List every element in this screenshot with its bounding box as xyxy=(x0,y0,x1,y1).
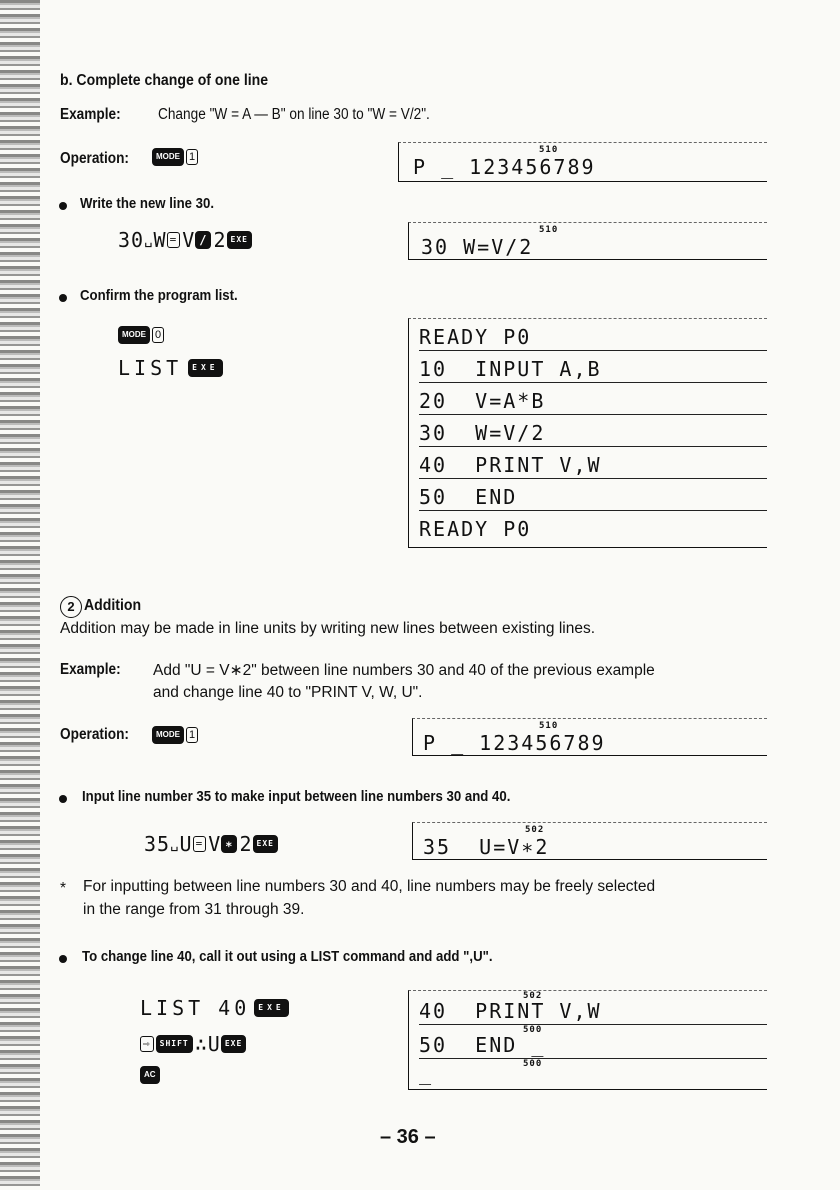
display-line: 40 PRINT V,W xyxy=(419,993,767,1025)
cursor-right-key[interactable]: ⇨ xyxy=(140,1036,154,1052)
zero-key[interactable]: 0 xyxy=(152,327,164,343)
key-u[interactable]: U xyxy=(207,1032,221,1056)
note-mark: * xyxy=(60,880,67,897)
step-count: 510 xyxy=(539,721,559,731)
bullet-icon xyxy=(59,795,67,803)
addition-intro: Addition may be made in line units by writing new lines between existing lines. xyxy=(60,620,596,637)
note-line-1: For inputting between line numbers 30 and 40, line numbers may be freely selected xyxy=(83,878,656,895)
space-key[interactable]: ␣ xyxy=(170,836,180,852)
ac-key[interactable]: AC xyxy=(140,1066,160,1084)
list-line: 50 END xyxy=(419,479,767,511)
equals-key[interactable]: = xyxy=(193,836,207,852)
key-2[interactable]: 2 xyxy=(239,832,253,856)
input-keys xyxy=(144,832,280,856)
mode-key[interactable]: MODE xyxy=(152,148,184,166)
list-command[interactable]: LIST xyxy=(118,356,183,380)
lcd-display-write xyxy=(408,222,767,260)
operation-keys xyxy=(152,148,200,166)
list-line: 30 W=V/2 xyxy=(419,415,767,447)
one-key[interactable]: 1 xyxy=(186,149,198,165)
key-40[interactable]: 40 xyxy=(218,996,251,1020)
example-label: Example: xyxy=(60,106,121,123)
operation-label: Operation: xyxy=(60,726,129,743)
insert-key[interactable]: ∴ xyxy=(194,1032,208,1056)
bullet-icon xyxy=(59,955,67,963)
bullet-icon xyxy=(59,202,67,210)
write-keys xyxy=(118,228,254,252)
step-count: 502 xyxy=(525,825,545,835)
exe-key[interactable]: EXE xyxy=(253,835,278,853)
exe-key[interactable]: EXE xyxy=(188,359,222,377)
operation-keys xyxy=(152,726,200,744)
key-30[interactable]: 30 xyxy=(118,228,145,252)
lcd-program-list xyxy=(408,318,767,548)
list-line: READY P0 xyxy=(419,319,767,351)
scanned-page-edge xyxy=(0,0,40,1190)
key-2[interactable]: 2 xyxy=(213,228,227,252)
example-text-2: and change line 40 to "PRINT V, W, U". xyxy=(153,684,423,701)
list-line: READY P0 xyxy=(419,517,532,541)
lcd-display-input xyxy=(412,822,767,860)
lcd-display-mode xyxy=(412,718,767,756)
display-text: 35 U=V∗2 xyxy=(423,835,550,859)
step-count: 502 xyxy=(523,991,543,1001)
operation-label: Operation: xyxy=(60,150,129,167)
bullet-confirm: Confirm the program list. xyxy=(80,287,238,304)
display-line: 50 END _ xyxy=(419,1027,767,1059)
circled-number: 2 xyxy=(60,596,82,618)
confirm-keys xyxy=(118,326,166,344)
example-text-1: Add "U = V∗2" between line numbers 30 and 40 of the previous example xyxy=(153,662,655,679)
exe-key[interactable]: EXE xyxy=(254,999,288,1017)
lcd-edit-display xyxy=(408,990,767,1090)
step-count: 510 xyxy=(539,145,559,155)
one-key[interactable]: 1 xyxy=(186,727,198,743)
exe-key[interactable]: EXE xyxy=(221,1035,246,1053)
step-count: 500 xyxy=(523,1059,543,1069)
list-command[interactable]: LIST xyxy=(140,996,205,1020)
display-text: 30 W=V/2 xyxy=(421,235,534,259)
display-line: _ xyxy=(419,1061,434,1085)
edit-keys xyxy=(140,1032,248,1056)
key-35[interactable]: 35 xyxy=(144,832,171,856)
shift-key[interactable]: SHIFT xyxy=(156,1035,193,1053)
list-line: 40 PRINT V,W xyxy=(419,447,767,479)
equals-key[interactable]: = xyxy=(167,232,181,248)
list-line: 10 INPUT A,B xyxy=(419,351,767,383)
multiply-key[interactable]: ∗ xyxy=(221,835,237,853)
section-heading: b. Complete change of one line xyxy=(60,72,269,89)
example-label: Example: xyxy=(60,661,121,678)
bullet-icon xyxy=(59,294,67,302)
key-v[interactable]: V xyxy=(208,832,222,856)
step-count: 510 xyxy=(539,225,559,235)
space-key[interactable]: ␣ xyxy=(144,232,154,248)
bullet-change: To change line 40, call it out using a LIST command and add ",U". xyxy=(82,948,493,965)
key-w[interactable]: W xyxy=(153,228,167,252)
display-text: P _ 123456789 xyxy=(413,155,596,179)
display-text: P _ 123456789 xyxy=(423,731,606,755)
step-count: 500 xyxy=(523,1025,543,1035)
bullet-write: Write the new line 30. xyxy=(80,195,214,212)
ac-key-wrap xyxy=(140,1066,162,1084)
key-u[interactable]: U xyxy=(179,832,193,856)
lcd-display-mode xyxy=(398,142,767,182)
key-v[interactable]: V xyxy=(182,228,196,252)
note-line-2: in the range from 31 through 39. xyxy=(83,901,305,918)
list40-keys xyxy=(140,996,291,1020)
exe-key[interactable]: EXE xyxy=(227,231,252,249)
list-keys xyxy=(118,356,225,380)
mode-key[interactable]: MODE xyxy=(152,726,184,744)
addition-heading: Addition xyxy=(84,597,142,614)
mode-key[interactable]: MODE xyxy=(118,326,150,344)
example-text: Change "W = A — B" on line 30 to "W = V/2". xyxy=(158,106,430,123)
page-number: – 36 – xyxy=(380,1126,436,1148)
bullet-input: Input line number 35 to make input between line numbers 30 and 40. xyxy=(82,788,511,805)
list-line: 20 V=A*B xyxy=(419,383,767,415)
divide-key[interactable]: / xyxy=(195,231,211,249)
